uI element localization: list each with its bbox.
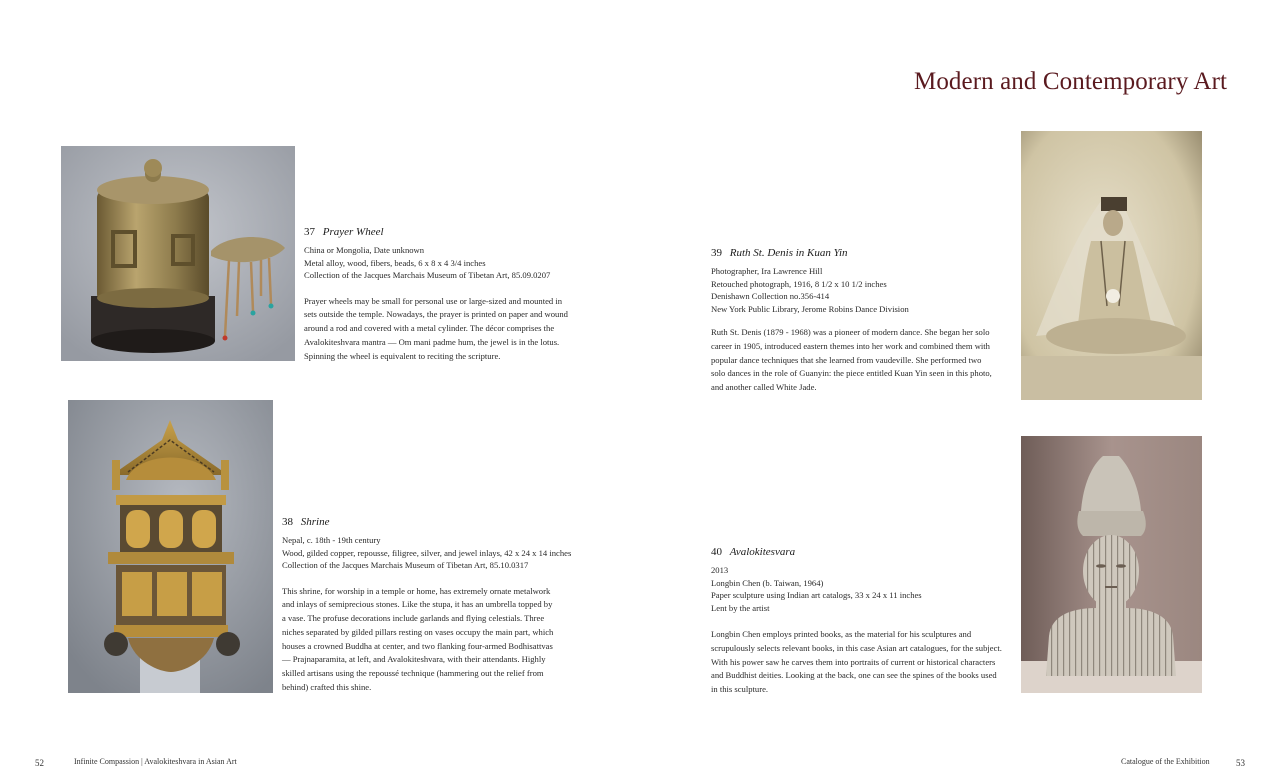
- entry-description: [282, 585, 602, 695]
- meta-materials: Paper sculpture using Indian art catalogs, 33 x 24 x 11 inches: [711, 590, 922, 600]
- entry-title: Prayer Wheel: [322, 226, 384, 238]
- description-line: and inlays of semiprecious stones. Like the stupa, it has an umbrella topped by: [282, 599, 553, 610]
- catalogue-entry-38: [282, 515, 602, 695]
- description-line: skilled artisans using the repoussé technique (hammering out the relief from: [282, 668, 544, 679]
- description-line: Ruth St. Denis (1879 - 1968) was a pioneer of modern dance. She began her solo: [711, 327, 990, 337]
- entry-heading: [711, 545, 1021, 559]
- entry-meta: [711, 265, 1016, 315]
- description-line: Longbin Chen employs printed books, as the material for his sculptures and: [711, 629, 972, 639]
- prayer-wheel-photo: [61, 146, 295, 361]
- description-line: Prayer wheels may be small for personal use or large-sized and mounted in: [304, 295, 563, 306]
- meta-materials: Metal alloy, wood, fibers, beads, 6 x 8 x 4 3/4 inches: [304, 257, 486, 268]
- description-line: houses a crowned Buddha at center, and two flanking four-armed Bodhisattvas: [282, 640, 553, 651]
- description-line: around a rod and covered with a metal cylinder. The décor comprises the: [304, 323, 555, 334]
- meta-medium: Retouched photograph, 1916, 8 1/2 x 10 1/2 inches: [711, 278, 887, 289]
- meta-origin: China or Mongolia, Date unknown: [304, 245, 425, 255]
- catalogue-entry-37: [304, 225, 604, 363]
- description-line: sets outside the temple. Nowadays, the prayer is printed on paper and wound: [304, 309, 568, 320]
- catalogue-entry-40: [711, 545, 1021, 697]
- left-page-number: 52: [35, 758, 44, 768]
- entry-heading: [304, 225, 604, 239]
- entry-title: Ruth St. Denis in Kuan Yin: [729, 247, 848, 259]
- ruth-st-denis-photo: [1021, 131, 1202, 400]
- description-line: Avalokiteshvara mantra — Om mani padme hum, the jewel is in the lotus.: [304, 336, 560, 347]
- entry-number: 39: [711, 247, 722, 259]
- description-line: This shrine, for worship in a temple or home, has extremely ornate metalwork: [282, 585, 551, 596]
- meta-photographer: Photographer, Ira Lawrence Hill: [711, 266, 823, 276]
- section-title: Modern and Contemporary Art: [914, 68, 1228, 95]
- right-page-number: 53: [1236, 758, 1245, 768]
- entry-number: 38: [282, 516, 293, 528]
- entry-meta: [304, 244, 604, 282]
- description-line: scrupulously selects relevant books, in this case Asian art catalogues, for the subject.: [711, 642, 1002, 653]
- meta-origin: Nepal, c. 18th - 19th century: [282, 535, 381, 545]
- meta-materials: Wood, gilded copper, repousse, filigree, silver, and jewel inlays, 42 x 24 x 14 inches: [282, 547, 572, 558]
- shrine-photo: [68, 400, 273, 693]
- meta-collection: Denishawn Collection no.356-414: [711, 291, 830, 301]
- meta-artist: Longbin Chen (b. Taiwan, 1964): [711, 577, 824, 588]
- entry-description: [711, 326, 1016, 395]
- description-line: solo dances in the role of Guanyin: the piece entitled Kuan Yin seen in this photo,: [711, 368, 992, 379]
- description-line: Spinning the wheel is equivalent to reciting the scripture.: [304, 350, 501, 361]
- entry-heading: [711, 246, 1016, 260]
- entry-number: 40: [711, 546, 722, 558]
- description-line: niches separated by gilded pillars resting on vases occupy the main part, which: [282, 626, 554, 637]
- entry-meta: [711, 564, 1021, 614]
- avalokitesvara-sculpture-photo: [1021, 436, 1202, 693]
- meta-credit: Lent by the artist: [711, 602, 770, 613]
- description-line: popular dance techniques that she learned from vaudeville. She performed two: [711, 354, 982, 365]
- meta-collection: Collection of the Jacques Marchais Museum of Tibetan Art, 85.10.0317: [282, 560, 529, 570]
- left-running-head: Infinite Compassion | Avalokiteshvara in Asian Art: [74, 757, 237, 766]
- description-line: in this sculpture.: [711, 684, 769, 695]
- entry-description: [711, 628, 1021, 697]
- entry-heading: [282, 515, 602, 529]
- catalogue-entry-39: [711, 246, 1016, 395]
- entry-number: 37: [304, 226, 315, 238]
- entry-title: Shrine: [300, 516, 330, 528]
- entry-title: Avalokitesvara: [729, 546, 796, 558]
- description-line: and Buddhist deities. Looking at the back, one can see the spines of the books used: [711, 670, 997, 681]
- description-line: a vase. The profuse decorations include garlands and flying celestials. Three: [282, 613, 545, 624]
- meta-collection: Collection of the Jacques Marchais Museum of Tibetan Art, 85.09.0207: [304, 270, 551, 280]
- meta-date: 2013: [711, 565, 729, 575]
- right-running-head: Catalogue of the Exhibition: [1121, 757, 1210, 766]
- description-line: career in 1905, introduced eastern themes into her work and combined them with: [711, 340, 990, 351]
- entry-meta: [282, 534, 602, 572]
- entry-description: [304, 295, 604, 364]
- description-line: behind) crafted this shine.: [282, 682, 372, 693]
- description-line: With his power saw he carves them into portraits of current or historical characters: [711, 656, 996, 667]
- description-line: and another called White Jade.: [711, 382, 817, 393]
- description-line: — Prajnaparamita, at left, and Avalokiteshvara, with their attendants. Highly: [282, 654, 546, 665]
- meta-institution: New York Public Library, Jerome Robins Dance Division: [711, 303, 909, 314]
